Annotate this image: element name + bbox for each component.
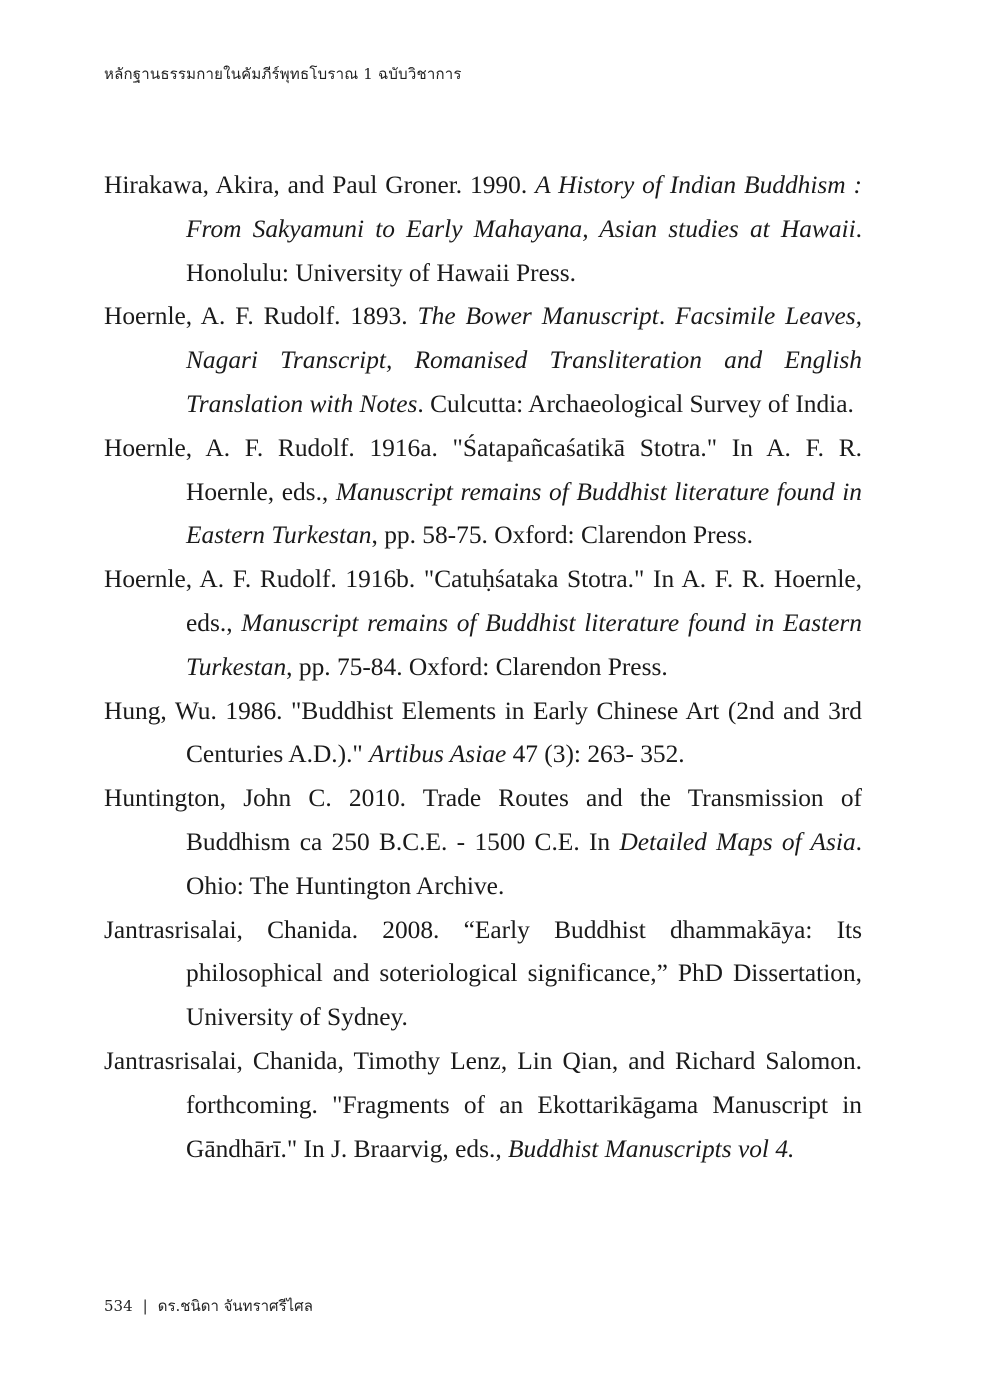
ref-text: Hung, Wu. 1986. "Buddhist Elements in Early Chinese Art (2nd and 3rd Centuries A.D.)." (104, 696, 862, 769)
ref-text: Huntington, John C. 2010. Trade Routes and the Transmission of Buddhism ca 250 B.C.E. - 1500 C.E. In (104, 784, 862, 856)
reference-entry (104, 558, 862, 689)
reference-list (104, 164, 862, 1171)
reference-entry (104, 1040, 862, 1171)
page-footer (104, 1294, 313, 1318)
reference-entry (104, 164, 862, 295)
ref-text: . (658, 302, 676, 331)
ref-text: 47 (3): 263- 352. (506, 740, 685, 769)
ref-title: Detailed Maps of Asia (619, 827, 856, 856)
ref-text: Hirakawa, Akira, and Paul Groner. 1990. (104, 171, 536, 199)
reference-entry (104, 909, 862, 1040)
ref-text: Jantrasrisalai, Chanida. 2008. “Early Buddhist dhammakāya: Its philosophical and soteriological significance,” PhD Dissertation, University of Sydney. (104, 915, 862, 1032)
reference-entry (104, 777, 862, 908)
ref-title: A History of Indian Buddhism : From Sakyamuni to Early Mahayana, Asian studies at Hawaii (186, 171, 862, 243)
ref-text: . Honolulu: University of Hawaii Press. (186, 214, 862, 287)
ref-text: Hoernle, A. F. Rudolf. 1916a. "Śatapañcaśatikā Stotra." In A. F. R. Hoernle, eds., (104, 433, 862, 506)
ref-title: Artibus Asiae (369, 740, 507, 769)
ref-text: Hoernle, A. F. Rudolf. 1893. (104, 302, 418, 331)
ref-title: Buddhist Manuscripts vol 4. (508, 1134, 795, 1163)
ref-text: . Culcutta: Archaeological Survey of India. (417, 389, 854, 418)
page-number: 534 (104, 1297, 133, 1315)
ref-text: . Ohio: The Huntington Archive. (186, 827, 862, 900)
ref-subtitle: Facsimile Leaves, Nagari Transcript, Romanised Transliteration and English Translation with Notes (186, 302, 862, 418)
footer-separator: | (142, 1297, 148, 1315)
ref-title: The Bower Manuscript (417, 302, 659, 331)
reference-entry (104, 427, 862, 558)
ref-text: Jantrasrisalai, Chanida, Timothy Lenz, Lin Qian, and Richard Salomon. forthcoming. "Fragments of an Ekottarikāgama Manuscript in Gāndhārī." In J. Braarvig, eds., (104, 1046, 862, 1163)
reference-entry (104, 295, 862, 426)
ref-title: Manuscript remains of Buddhist literature found in Eastern Turkestan (186, 608, 863, 681)
ref-text: Hoernle, A. F. Rudolf. 1916b. "Catuḥśataka Stotra." In A. F. R. Hoernle, eds., (104, 565, 862, 637)
ref-text: , pp. 58-75. Oxford: Clarendon Press. (371, 521, 754, 550)
ref-title: Manuscript remains of Buddhist literature found in Eastern Turkestan (186, 477, 862, 550)
reference-entry (104, 690, 862, 778)
running-header: หลักฐานธรรมกายในคัมภีร์พุทธโบราณ 1 ฉบับวิชาการ (104, 65, 462, 83)
author-name: ดร.ชนิดา จันทราศรีไศล (157, 1297, 313, 1315)
ref-text: , pp. 75-84. Oxford: Clarendon Press. (286, 652, 668, 681)
